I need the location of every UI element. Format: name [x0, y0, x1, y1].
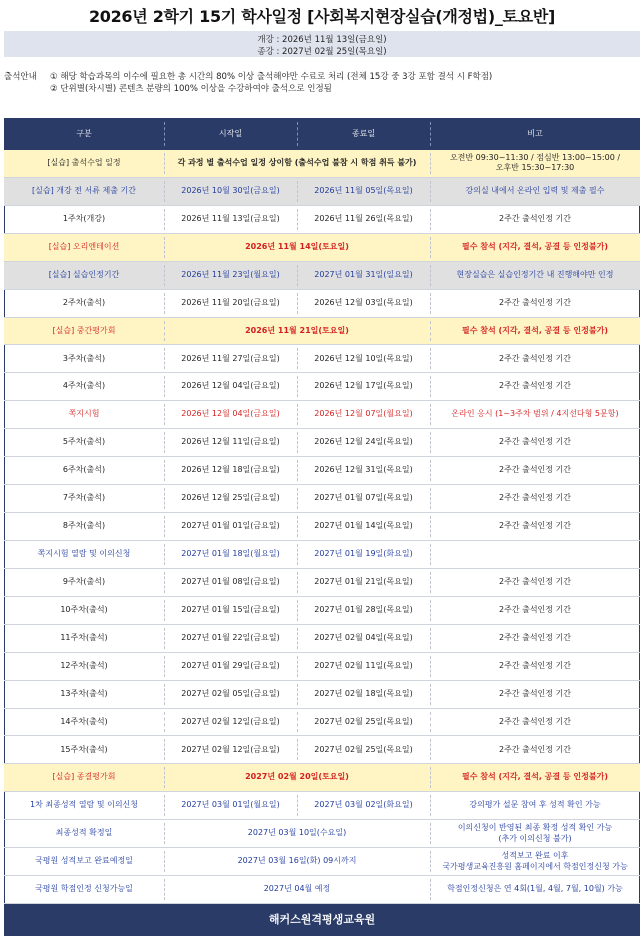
row-category: 국평원 학점인정 신청가능일 [35, 884, 133, 894]
row-start-date: 2026년 11월 20일(금요일) [181, 297, 280, 307]
row-category: 쪽지시험 열람 및 이의신청 [37, 549, 131, 559]
row-period: 2027년 04월 예정 [263, 884, 331, 894]
row-remarks: 오전반 09:30~11:30 / 점심반 13:00~15:00 / 오후반 15:30~17:30 [449, 152, 621, 173]
period-box [4, 31, 640, 57]
row-start-date: 2027년 02월 05일(금요일) [181, 688, 280, 698]
row-remarks: 2주간 출석인정 기간 [499, 465, 571, 475]
row-remarks: 2주간 출석인정 기간 [499, 744, 571, 754]
row-end-date: 2026년 12월 03일(목요일) [314, 297, 413, 307]
row-period: 2026년 11월 14일(토요일) [245, 241, 349, 251]
row-remarks: 성적보고 완료 이후 국가평생교육진흥원 홈페이지에서 학점인정신청 가능 [442, 850, 628, 871]
row-category: 1차 최종성적 열람 및 이의신청 [30, 800, 138, 810]
row-remarks: 강의평가 설문 참여 후 성적 확인 가능 [469, 800, 601, 810]
row-remarks: 2주간 출석인정 기간 [499, 632, 571, 642]
row-remarks: 2주간 출석인정 기간 [499, 576, 571, 586]
row-start-date: 2027년 01월 08일(금요일) [181, 576, 280, 586]
table-row [4, 150, 640, 178]
row-category: [실습] 중간평가회 [52, 325, 116, 335]
row-category: 14주차(출석) [60, 716, 108, 726]
table-row [4, 569, 640, 597]
row-category: 국평원 성적보고 완료예정일 [35, 856, 133, 866]
notice-label: 출석안내 [4, 72, 37, 82]
row-end-date: 2027년 01월 07일(목요일) [314, 493, 413, 503]
opening-date: 개강 : 2026년 11월 13일(금요일) [257, 35, 387, 45]
row-start-date: 2026년 12월 25일(금요일) [181, 493, 280, 503]
row-remarks: 2주간 출석인정 기간 [499, 493, 571, 503]
row-start-date: 2026년 10월 30일(금요일) [181, 185, 280, 195]
table-row [4, 736, 640, 764]
table-row [4, 709, 640, 737]
table-row [4, 178, 640, 206]
table-row [4, 485, 640, 513]
row-end-date: 2026년 12월 31일(목요일) [314, 465, 413, 475]
notice-item-2: ② 단위별(차시별) 콘텐츠 분량의 100% 이상을 수강하여야 출석으로 인정됨 [50, 84, 332, 94]
row-start-date: 2027년 01월 22일(금요일) [181, 632, 280, 642]
row-category: 5주차(출석) [62, 437, 106, 447]
row-end-date: 2026년 12월 24일(목요일) [314, 437, 413, 447]
row-remarks: 2주간 출석인정 기간 [499, 437, 571, 447]
table-row [4, 401, 640, 429]
row-end-date: 2026년 12월 10일(목요일) [314, 353, 413, 363]
row-category: 13주차(출석) [60, 688, 108, 698]
row-category: 2주차(출석) [62, 297, 106, 307]
row-end-date: 2027년 02월 25일(목요일) [314, 716, 413, 726]
row-remarks: 학점인정신청은 연 4회(1월, 4월, 7월, 10월) 가능 [447, 884, 623, 894]
row-category: 15주차(출석) [60, 744, 108, 754]
row-remarks: 2주간 출석인정 기간 [499, 660, 571, 670]
row-category: 1주차(개강) [62, 213, 106, 223]
row-start-date: 2026년 12월 04일(금요일) [181, 381, 280, 391]
notice-item-1: ① 해당 학습과목의 이수에 필요한 총 시간의 80% 이상 출석해야만 수료로 처리 (전체 15강 중 3강 포함 결석 시 F학점) [50, 72, 493, 82]
row-end-date: 2027년 02월 18일(목요일) [314, 688, 413, 698]
row-category: [실습] 종결평가회 [52, 772, 116, 782]
table-row [4, 457, 640, 485]
row-end-date: 2027년 03월 02일(화요일) [314, 800, 413, 810]
row-end-date: 2026년 11월 26일(목요일) [314, 213, 413, 223]
table-row [4, 764, 640, 792]
table-row [4, 848, 640, 876]
table-row [4, 345, 640, 373]
row-start-date: 2027년 01월 29일(금요일) [181, 660, 280, 670]
row-start-date: 2027년 01월 18일(월요일) [181, 549, 280, 559]
row-start-date: 2027년 02월 12일(금요일) [181, 744, 280, 754]
table-row [4, 653, 640, 681]
closing-date: 종강 : 2027년 02월 25일(목요일) [257, 47, 387, 57]
row-remarks: 2주간 출석인정 기간 [499, 521, 571, 531]
row-category: 쪽지시험 [68, 409, 100, 419]
row-remarks: 2주간 출석인정 기간 [499, 688, 571, 698]
row-remarks: 온라인 응시 (1~3주차 범위 / 4지선다형 5문항) [451, 409, 619, 419]
table-row [4, 206, 640, 234]
row-category: 10주차(출석) [60, 604, 108, 614]
row-category: 12주차(출석) [60, 660, 108, 670]
row-end-date: 2027년 02월 04일(목요일) [314, 632, 413, 642]
header-remarks: 비고 [527, 129, 543, 138]
row-category: 4주차(출석) [62, 381, 106, 391]
table-row [4, 541, 640, 569]
table-row [4, 234, 640, 262]
row-category: [실습] 개강 전 서류 제출 기간 [32, 185, 136, 195]
row-end-date: 2027년 02월 25일(목요일) [314, 744, 413, 754]
row-period: 2027년 02월 20일(토요일) [245, 772, 349, 782]
row-end-date: 2027년 01월 21일(목요일) [314, 576, 413, 586]
row-category: 3주차(출석) [62, 353, 106, 363]
table-row [4, 597, 640, 625]
header-start-date: 시작일 [218, 129, 243, 138]
table-row [4, 262, 640, 290]
row-category: [실습] 실습인정기간 [48, 269, 120, 279]
row-remarks: 2주간 출석인정 기간 [499, 604, 571, 614]
row-period: 2027년 03월 16일(화) 09시까지 [237, 856, 357, 866]
table-row [4, 373, 640, 401]
row-start-date: 2027년 01월 01일(금요일) [181, 521, 280, 531]
row-remarks: 강의실 내에서 온라인 입력 및 제출 필수 [465, 185, 605, 195]
row-start-date: 2026년 11월 23일(월요일) [181, 269, 280, 279]
row-category: 8주차(출석) [62, 521, 106, 531]
row-category: [실습] 출석수업 일정 [47, 158, 121, 168]
table-row [4, 318, 640, 346]
row-remarks: 2주간 출석인정 기간 [499, 716, 571, 726]
row-remarks: 필수 참석 (지각, 결석, 공결 등 인정불가) [461, 772, 609, 782]
row-end-date: 2027년 02월 11일(목요일) [314, 660, 413, 670]
row-end-date: 2026년 12월 07일(월요일) [314, 409, 413, 419]
row-remarks [430, 541, 640, 568]
row-end-date: 2027년 01월 19일(화요일) [314, 549, 413, 559]
row-end-date: 2027년 01월 31일(일요일) [314, 269, 413, 279]
row-start-date: 2026년 12월 04일(금요일) [181, 409, 280, 419]
row-end-date: 2026년 11월 05일(목요일) [314, 185, 413, 195]
row-remarks: 이의신청이 반영된 최종 확정 성적 확인 가능 (추가 이의신청 불가) [457, 822, 613, 843]
institution-footer: 해커스원격평생교육원 [4, 904, 640, 936]
row-category: 9주차(출석) [62, 576, 106, 586]
row-remarks: 2주간 출석인정 기간 [499, 353, 571, 363]
row-start-date: 2027년 03월 01일(월요일) [181, 800, 280, 810]
header-end-date: 종료일 [351, 129, 376, 138]
row-remarks: 현장실습은 실습인정기간 내 진행해야만 인정 [456, 269, 614, 279]
row-period: 2027년 03월 10일(수요일) [247, 828, 347, 838]
row-category: 최종성적 확정일 [55, 828, 113, 838]
row-end-date: 2026년 12월 17일(목요일) [314, 381, 413, 391]
table-row [4, 820, 640, 848]
table-row [4, 681, 640, 709]
header-category: 구분 [76, 129, 92, 138]
row-remarks: 필수 참석 (지각, 결석, 공결 등 인정불가) [461, 241, 609, 251]
row-start-date: 2026년 11월 13일(금요일) [181, 213, 280, 223]
row-remarks: 필수 참석 (지각, 결석, 공결 등 인정불가) [461, 325, 609, 335]
row-category: 7주차(출석) [62, 493, 106, 503]
row-end-date: 2027년 01월 14일(목요일) [314, 521, 413, 531]
table-row [4, 876, 640, 904]
row-start-date: 2026년 11월 27일(금요일) [181, 353, 280, 363]
table-row [4, 513, 640, 541]
row-remarks: 2주간 출석인정 기간 [499, 213, 571, 223]
page-title: 2026년 2학기 15기 학사일정 [사회복지현장실습(개정법)_토요반] [88, 7, 556, 26]
row-start-date: 2027년 01월 15일(금요일) [181, 604, 280, 614]
row-remarks: 2주간 출석인정 기간 [499, 381, 571, 391]
row-remarks: 2주간 출석인정 기간 [499, 297, 571, 307]
row-start-date: 2026년 12월 11일(금요일) [181, 437, 280, 447]
row-category: 11주차(출석) [60, 632, 108, 642]
row-start-date: 2026년 12월 18일(금요일) [181, 465, 280, 475]
row-category: [실습] 오리엔테이션 [48, 241, 120, 251]
row-period: 각 과정 별 출석수업 일정 상이함 (출석수업 불참 시 학점 취득 불가) [177, 158, 417, 168]
table-header [4, 118, 640, 150]
table-row [4, 290, 640, 318]
row-start-date: 2027년 02월 12일(금요일) [181, 716, 280, 726]
table-row [4, 625, 640, 653]
table-row [4, 792, 640, 820]
row-category: 6주차(출석) [62, 465, 106, 475]
row-period: 2026년 11월 21일(토요일) [245, 325, 349, 335]
table-row [4, 429, 640, 457]
row-end-date: 2027년 01월 28일(목요일) [314, 604, 413, 614]
